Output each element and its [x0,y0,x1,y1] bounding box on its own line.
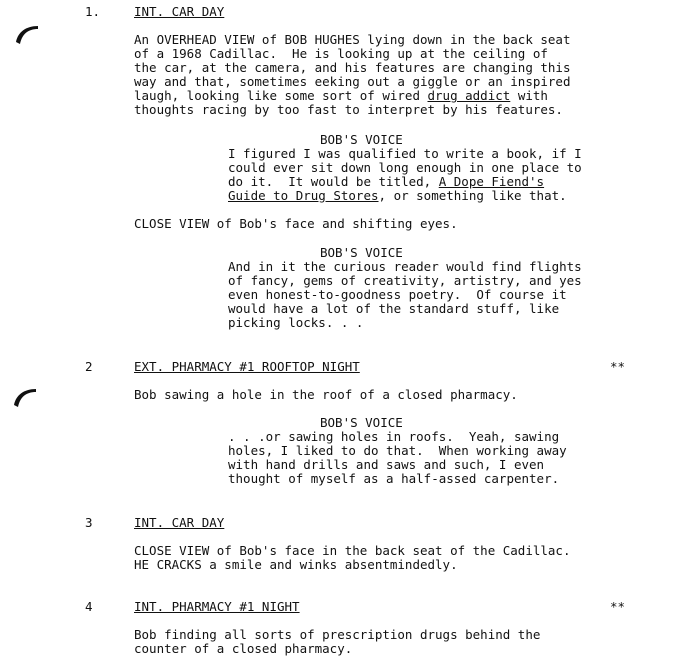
action-line: counter of a closed pharmacy. [134,641,353,656]
scene-number: 3 [85,515,93,530]
dialogue-line [228,175,544,189]
dialogue-line: holes, I liked to do that. When working away [228,443,567,458]
dialogue-text: , or something like that. [378,188,567,203]
scene-number: 1. [85,4,101,19]
action-line: HE CRACKS a smile and winks absentmindedly. [134,557,458,572]
dialogue-line: thought of myself as a half-assed carpenter. [228,471,560,486]
scene-heading: INT. CAR DAY [134,4,225,19]
revision-marker: ** [610,359,626,374]
dialogue-line: even honest-to-goodness poetry. Of course it [228,287,567,302]
revision-marker: ** [610,599,626,614]
scene-heading: EXT. PHARMACY #1 ROOFTOP NIGHT [134,359,360,374]
action-line [134,89,548,103]
action-line: An OVERHEAD VIEW of BOB HUGHES lying down in the back seat [134,32,571,47]
dialogue-line: picking locks. . . [228,315,364,330]
dialogue-line [228,189,567,203]
dialogue-line: could ever sit down long enough in one place to [228,160,582,175]
action-line: Bob sawing a hole in the roof of a closed pharmacy. [134,387,518,402]
book-title: A Dope Fiend's [438,174,545,189]
scene-number: 2 [85,359,93,374]
action-line: way and that, sometimes eeking out a giggle or an inspired [134,74,571,89]
character-name: BOB'S VOICE [320,245,403,260]
action-text: with [510,88,548,103]
action-line: thoughts racing by too fast to interpret by his features. [134,102,563,117]
character-name: BOB'S VOICE [320,132,403,147]
dialogue-line: And in it the curious reader would find flights [228,259,582,274]
dialogue-line: of fancy, gems of creativity, artistry, and yes [228,273,582,288]
dialogue-line: with hand drills and saws and such, I even [228,457,545,472]
underlined-phrase: drug addict [427,88,511,103]
dialogue-text: do it. It would be titled, [228,174,439,189]
binder-hole-mark [12,385,38,411]
action-line: CLOSE VIEW of Bob's face and shifting eyes. [134,216,458,231]
scene-heading: INT. CAR DAY [134,515,225,530]
dialogue-line: . . .or sawing holes in roofs. Yeah, sawing [228,429,560,444]
action-line: the car, at the camera, and his features are changing this [134,60,571,75]
action-line: Bob finding all sorts of prescription drugs behind the [134,627,541,642]
binder-hole-mark [14,22,40,48]
character-name: BOB'S VOICE [320,415,403,430]
scene-number: 4 [85,599,93,614]
book-title: Guide to Drug Stores [228,188,379,203]
scene-heading: INT. PHARMACY #1 NIGHT [134,599,300,614]
dialogue-line: would have a lot of the standard stuff, like [228,301,560,316]
dialogue-line: I figured I was qualified to write a book, if I [228,146,582,161]
action-line: of a 1968 Cadillac. He is looking up at the ceiling of [134,46,548,61]
action-line: CLOSE VIEW of Bob's face in the back seat of the Cadillac. [134,543,571,558]
action-text: laugh, looking like some sort of wired [134,88,428,103]
